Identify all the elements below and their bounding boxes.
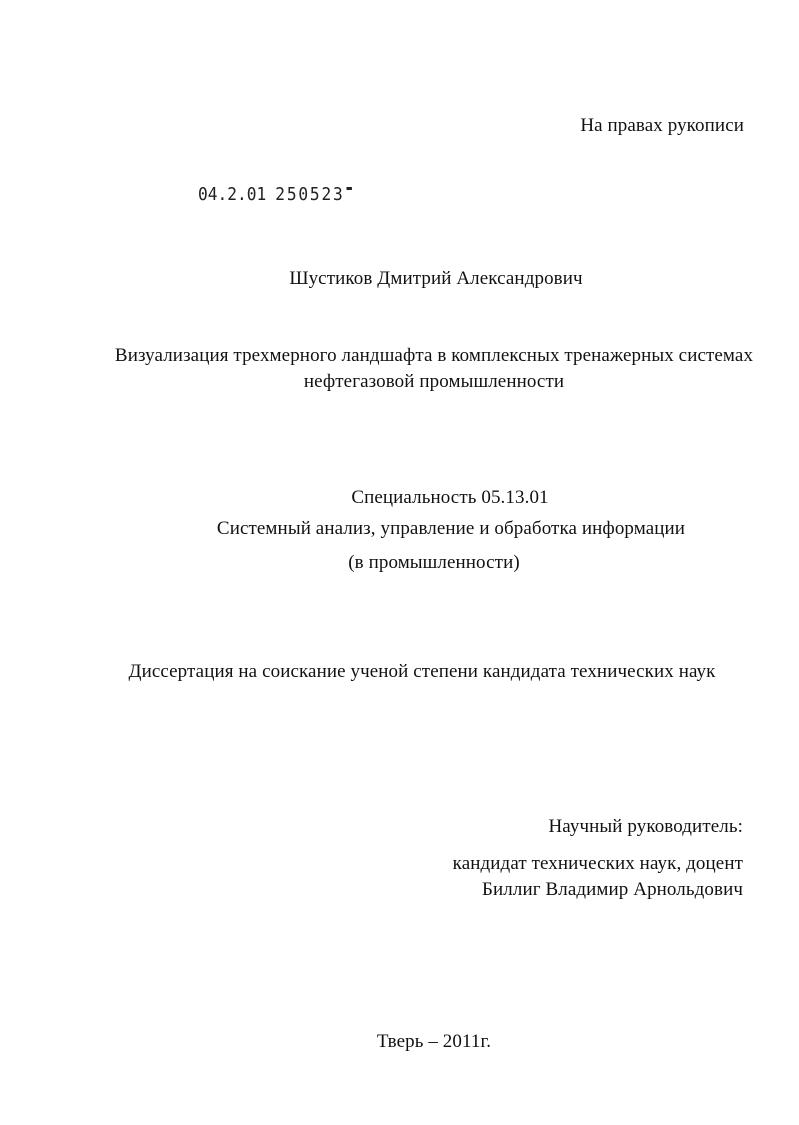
supervisor-credentials: кандидат технических наук, доцент <box>452 853 743 874</box>
degree-statement: Диссертация на соискание ученой степени кандидата технических наук <box>128 661 716 682</box>
specialty-code: Специальность 05.13.01 <box>351 487 549 508</box>
specialty-name: Системный анализ, управление и обработка информации <box>216 518 686 539</box>
place-and-year: Тверь – 2011г. <box>376 1031 492 1052</box>
thesis-title-line-1: Визуализация трехмерного ландшафта в комплексных тренажерных системах <box>114 345 754 366</box>
stamp-mark-icon <box>346 187 351 190</box>
supervisor-heading: Научный руководитель: <box>548 816 743 837</box>
rights-note: На правах рукописи <box>580 115 744 136</box>
supervisor-name: Биллиг Владимир Арнольдович <box>482 879 743 900</box>
registration-stamp <box>198 184 352 206</box>
specialty-branch: (в промышленности) <box>348 552 520 573</box>
thesis-title-line-2: нефтегазовой промышленности <box>303 371 565 392</box>
author-name: Шустиков Дмитрий Александрович <box>289 268 583 289</box>
stamp-date-code: 04.2.01 <box>198 184 267 205</box>
stamp-number: 250523 <box>275 184 345 205</box>
